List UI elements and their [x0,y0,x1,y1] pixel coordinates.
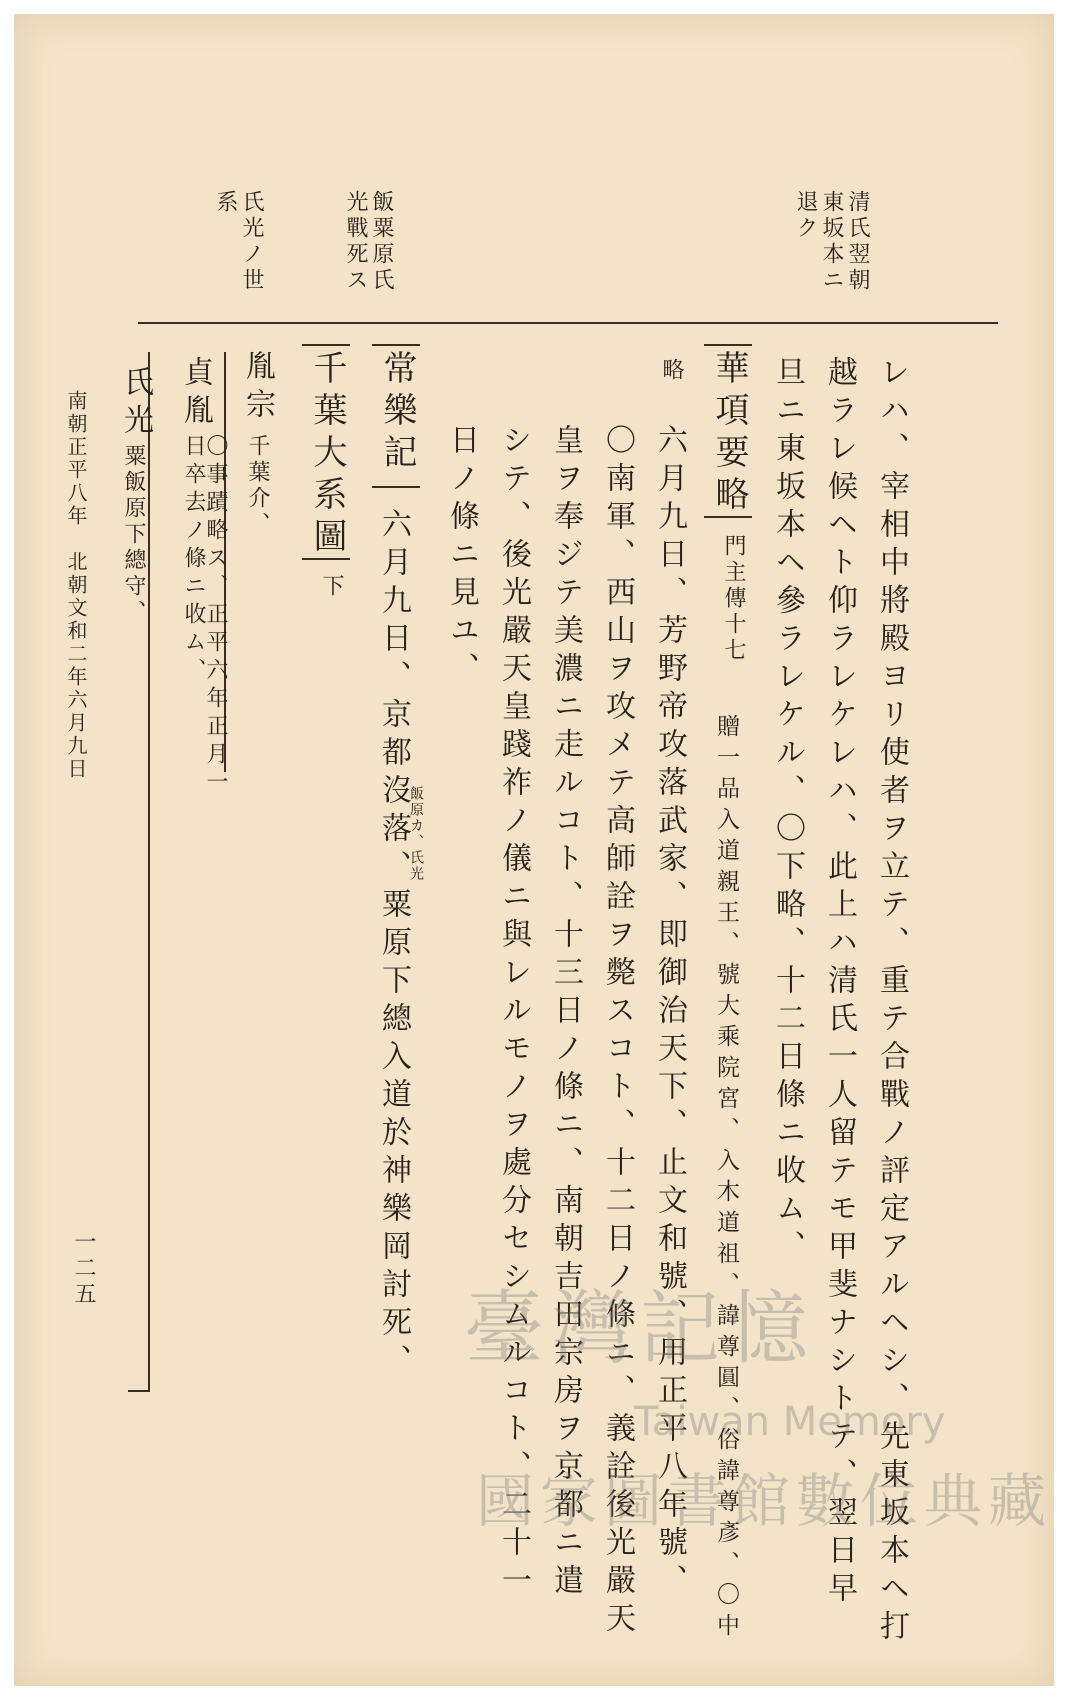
text-column-4: 六月九日、芳野帝攻落武家、即御治天下、止文和號、用正平八年號、 [652,424,687,1602]
top-note-6: 氏光ノ世 [239,190,264,294]
top-note-4: 飯粟原氏 [369,190,394,294]
watermark-title: 臺灣記憶 [464,1282,816,1375]
text-column-1: レハ、宰相中將殿ヨリ使者ヲ立テ、重テ合戰ノ評定アルヘシ、先東坂本ヘ打 [874,356,909,1648]
header-rule [138,322,998,324]
genealogy-line [148,352,150,1392]
genealogy-name-sadatane: 貞胤 [178,356,213,432]
top-note-2: 東坂本ニ [819,190,844,294]
title-bracket [372,344,420,488]
genealogy-name-tanemune: 胤宗 [240,350,275,426]
book-page [14,14,1054,1686]
text-column-8: 日ノ條ニ見ユ、 [444,424,479,690]
abbrev-mark: 略 [659,358,684,384]
section-title-chiba: 千葉大系圖 [307,350,347,560]
genealogy-line [128,1390,150,1392]
page-number: 一二五 [71,1230,96,1308]
inline-note-2: 飯原カ、氏光 [408,786,424,882]
running-date: 南朝正平八年 北朝文和二年六月九日 [64,390,88,781]
source-note: 門主傳十七 [721,534,746,664]
title-bracket [704,344,752,518]
top-note-7: 系 [213,190,238,216]
text-column-6: 皇ヲ奉ジテ美濃ニ走ルコト、十三日ノ條ニ、南朝吉田宗房ヲ京都ニ遣 [548,424,583,1602]
section-title-kakoyoryaku: 華項要略 [709,350,749,518]
genealogy-note-tanemune: 千葉介、 [245,434,270,538]
top-note-1: 清氏翌朝 [845,190,870,294]
top-note-3: 退ク [793,190,818,242]
section-title-jorakuki: 常樂記 [377,350,417,476]
top-note-5: 光戰死ス [343,190,368,294]
genealogy-name-ujimitsu: 氏光 [118,366,153,442]
text-column-2: 越ラレ候ヘト仰ラレケレハ、此上ハ清氏一人留テモ甲斐ナシトテ、翌日早 [822,356,857,1610]
text-column-3: 旦ニ東坂本ヘ參ラレケル、〇下略、十二日條ニ收ム、 [770,356,805,1268]
inline-note-1: 贈一品入道親王、號大乘院宮、入木道祖、諱尊圓、俗諱尊彥、〇中 [713,714,739,1644]
text-column-9: 六月九日、京都沒落、粟原下總入道於神樂岡討死、 [376,508,411,1382]
watermark-subtitle: Taiwan Memory [634,1399,946,1445]
watermark-org: 國家圖書館數位典藏 [476,1467,1053,1535]
title-bracket [302,344,350,560]
genealogy-note-ujimitsu: 粟飯原下總守、 [121,444,146,626]
genealogy-note-sadatane: 〇事蹟略ス、正平六年正月一日卒去ノ條ニ收ム、 [181,434,228,798]
section-subnote: 下 [319,574,344,600]
text-column-7: シテ、後光嚴天皇踐祚ノ儀ニ與レルモノヲ處分セシムルコト、二十一 [496,424,531,1602]
text-column-5: 〇南軍、西山ヲ攻メテ高師詮ヲ斃スコト、十二日ノ條ニ、義詮後光嚴天 [600,424,635,1640]
